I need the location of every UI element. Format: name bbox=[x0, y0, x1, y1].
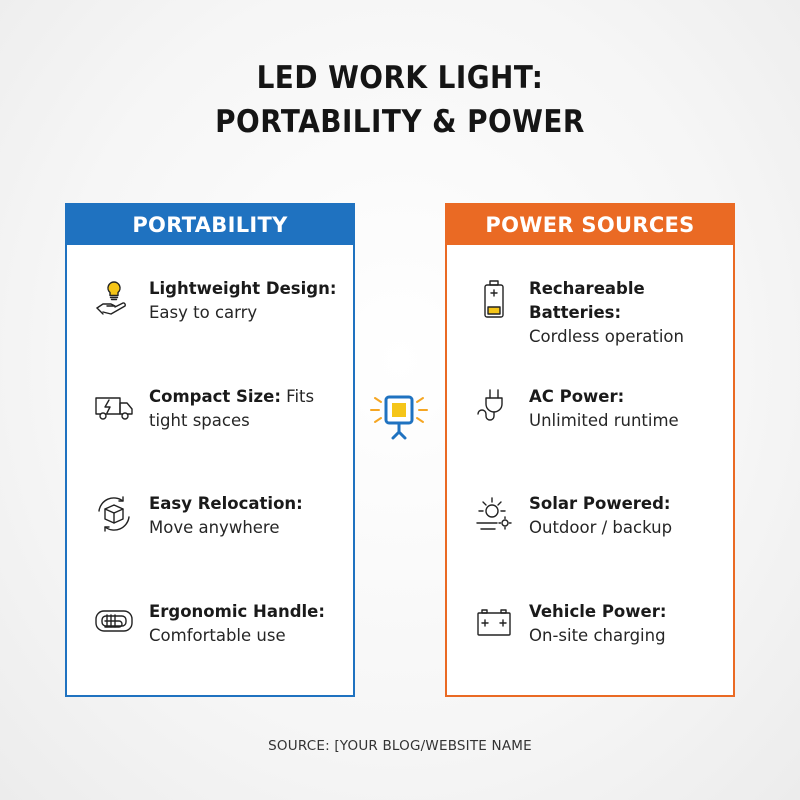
page-title bbox=[0, 56, 800, 144]
title-line-1: LED WORK LIGHT: bbox=[256, 60, 544, 96]
power-item-solar bbox=[447, 492, 733, 540]
item-desc: Unlimited runtime bbox=[529, 411, 679, 430]
item-desc: Comfortable use bbox=[149, 626, 286, 645]
item-title: Compact Size: bbox=[149, 387, 281, 406]
battery-icon bbox=[469, 277, 519, 321]
item-desc: Outdoor / backup bbox=[529, 518, 673, 537]
box-rotate-icon bbox=[89, 492, 139, 536]
item-desc: Cordless operation bbox=[529, 327, 684, 346]
delivery-truck-icon bbox=[89, 385, 139, 429]
portability-panel bbox=[65, 203, 355, 697]
work-light-icon bbox=[367, 390, 431, 450]
power-item-vehicle bbox=[447, 600, 733, 648]
hand-grip-icon bbox=[89, 600, 139, 644]
item-title: Solar Powered: bbox=[529, 494, 671, 513]
item-title: Rechareable Batteries: bbox=[529, 279, 645, 322]
power-sources-header: POWER SOURCES bbox=[447, 205, 733, 245]
power-item-ac bbox=[447, 385, 733, 433]
portability-header: PORTABILITY bbox=[67, 205, 353, 245]
power-sources-panel bbox=[445, 203, 735, 697]
item-title: Vehicle Power: bbox=[529, 602, 667, 621]
car-battery-icon bbox=[469, 600, 519, 644]
portability-item-handle bbox=[67, 600, 353, 648]
item-desc: Fits tight spaces bbox=[149, 387, 315, 430]
item-title: Easy Relocation: bbox=[149, 494, 303, 513]
item-title: Ergonomic Handle: bbox=[149, 602, 325, 621]
source-caption: SOURCE: [YOUR BLOG/WEBSITE NAME bbox=[268, 738, 532, 754]
item-title: AC Power: bbox=[529, 387, 625, 406]
item-title: Lightweight Design: bbox=[149, 279, 337, 298]
title-line-2: PORTABILITY & POWER bbox=[215, 104, 585, 140]
portability-item-compact bbox=[67, 385, 353, 433]
sun-icon bbox=[469, 492, 519, 536]
portability-item-relocation bbox=[67, 492, 353, 540]
item-desc: Easy to carry bbox=[149, 303, 258, 322]
item-desc: Move anywhere bbox=[149, 518, 280, 537]
item-desc: On-site charging bbox=[529, 626, 666, 645]
plug-icon bbox=[469, 385, 519, 429]
portability-item-lightweight bbox=[67, 277, 353, 325]
lightbulb-hand-icon bbox=[89, 277, 139, 321]
power-item-batteries bbox=[447, 277, 733, 349]
